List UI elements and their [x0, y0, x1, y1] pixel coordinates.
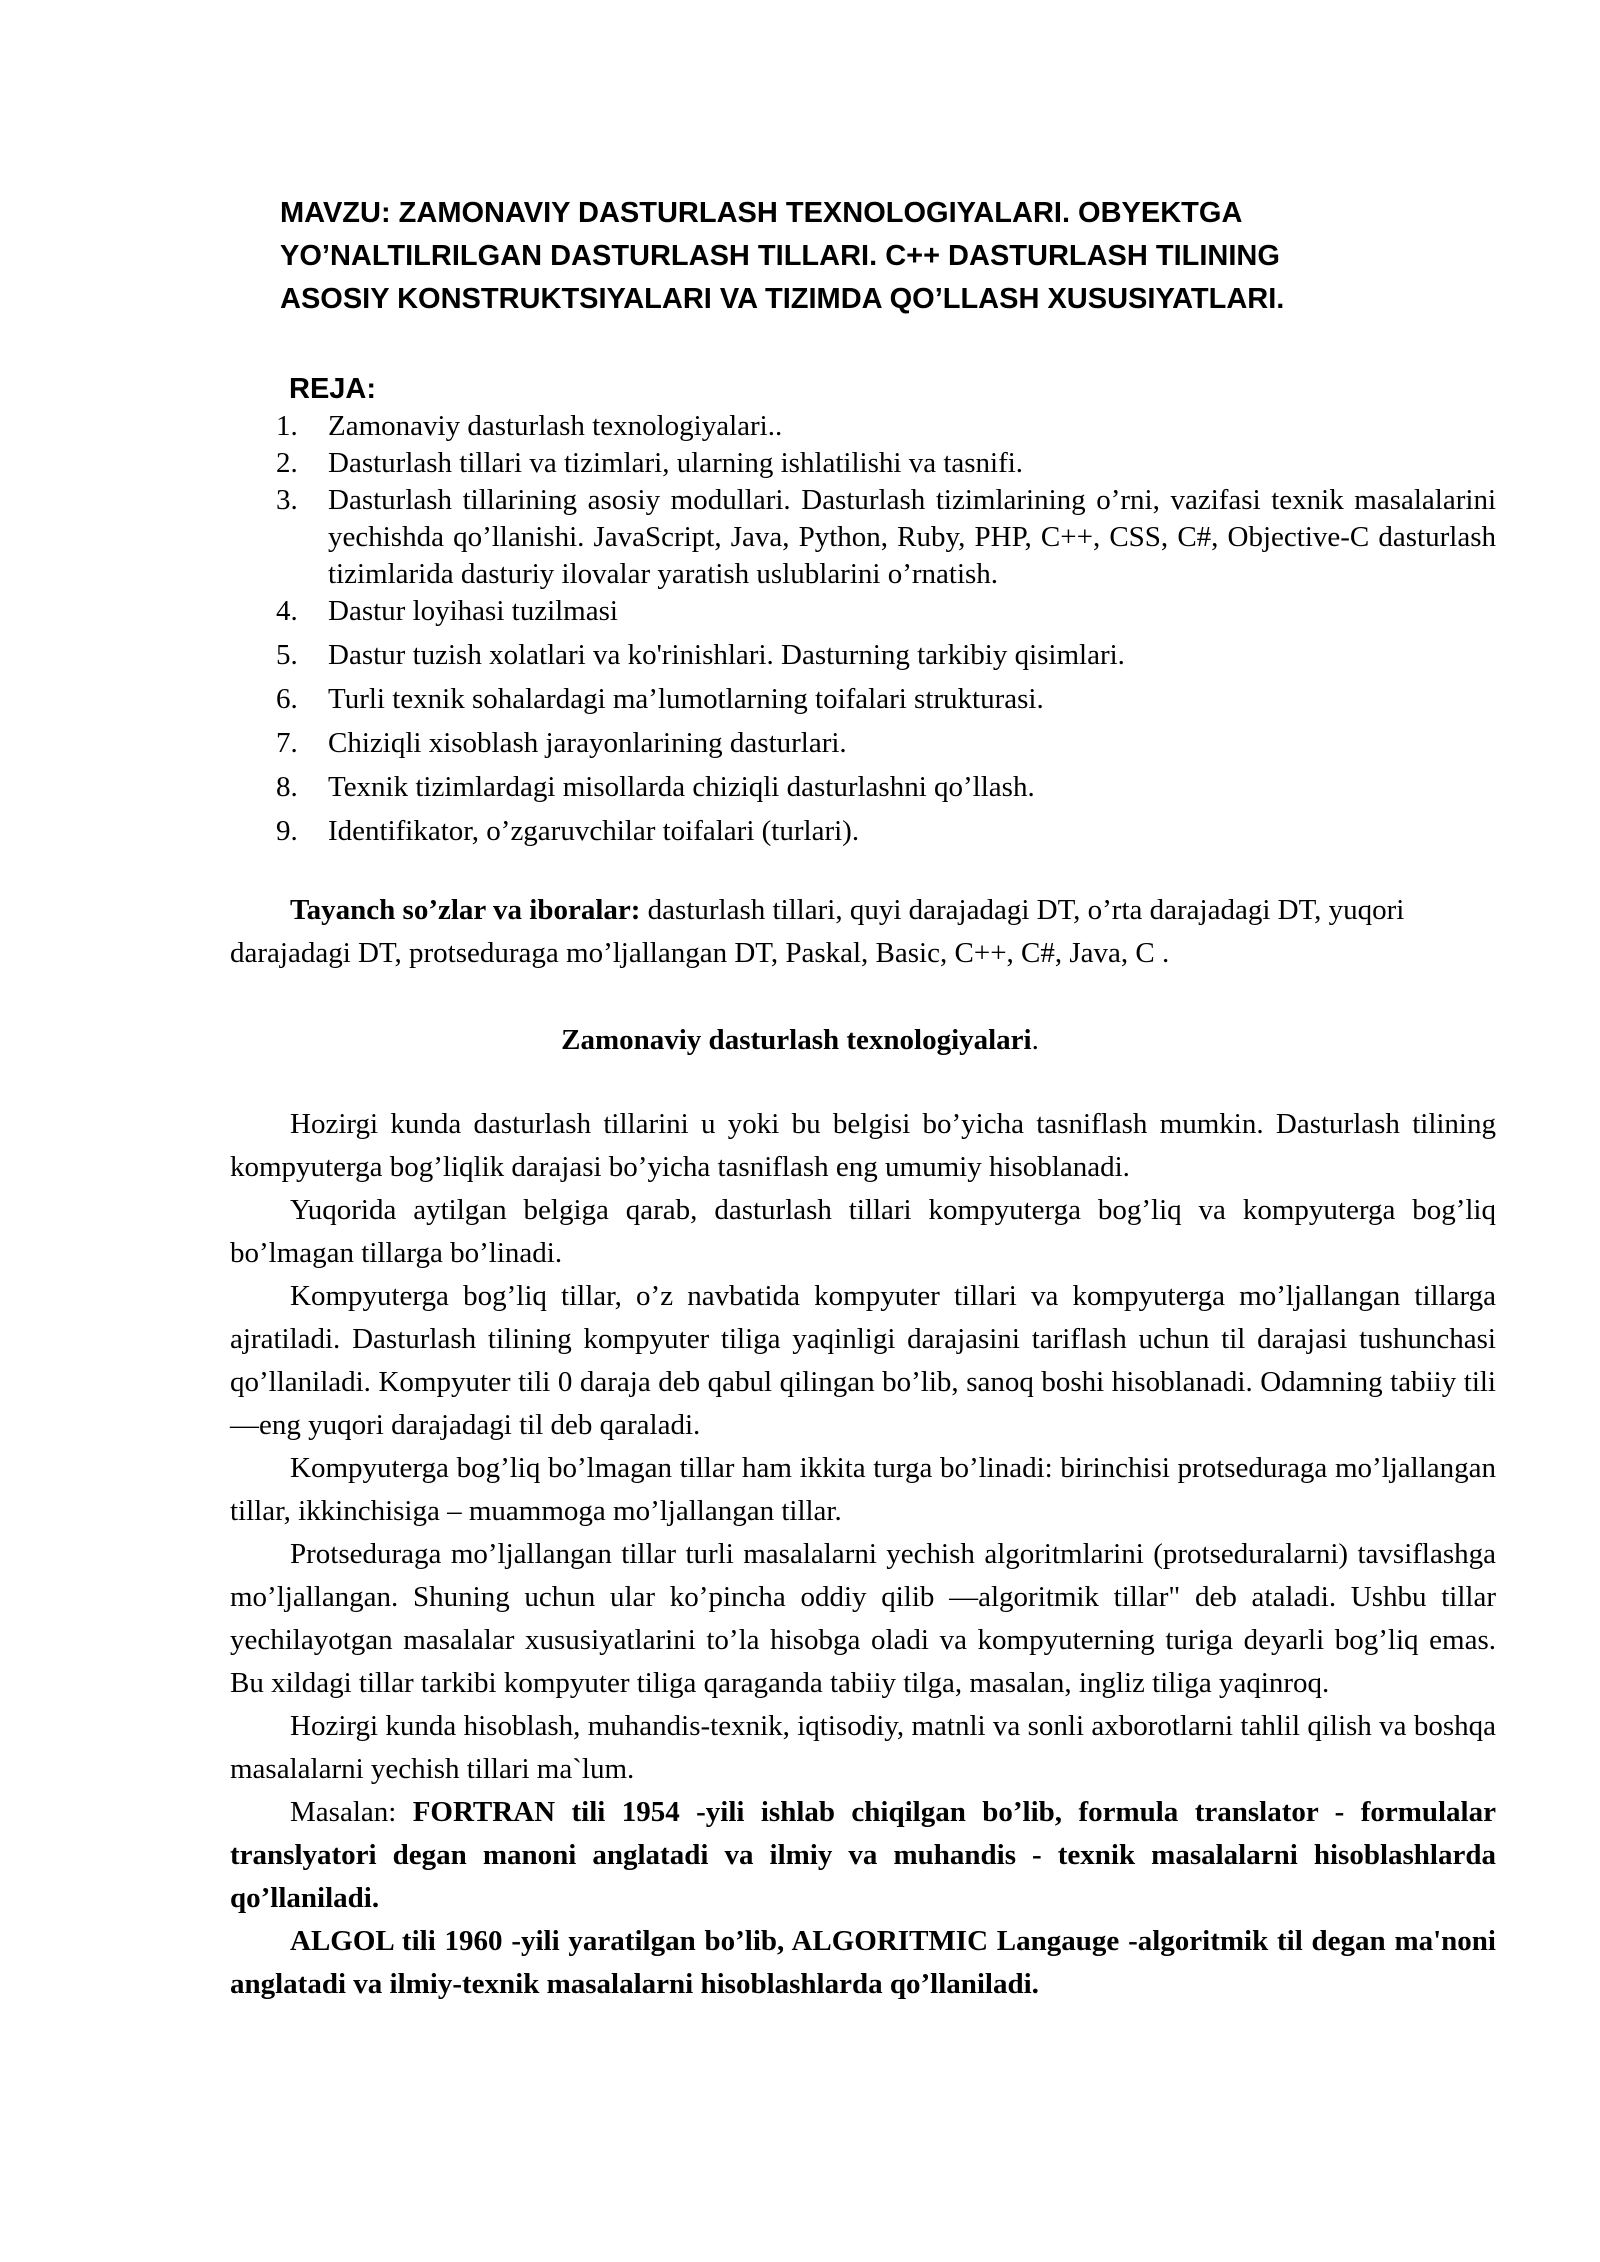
- body-text: [230, 1103, 1496, 2006]
- plan-item-text: Identifikator, o’zgaruvchilar toifalari (turlari).: [328, 815, 860, 847]
- plan-item-number: 5.: [276, 639, 298, 671]
- plan-item-number: 6.: [276, 683, 298, 715]
- body-paragraph: Protseduraga mo’ljallangan tillar turli masalalarni yechish algoritmlarini (protseduralarni) tavsiflashga mo’ljallangan. Shuning uchun ular ko’pincha oddiy qilib ―algoritmik tillar" deb ataladi. Ushbu tillar yechilayotgan masalalar xususiyatlarini to’la hisobga oladi va kompyuterning turiga deyarli bog’liq emas. Bu xildagi tillar tarkibi kompyuter tiliga qaraganda tabiiy tilga, masalan, ingliz tiliga yaqinroq.: [230, 1538, 1496, 1699]
- plan-item-text: Turli texnik sohalardagi ma’lumotlarning toifalari strukturasi.: [328, 683, 1044, 715]
- keywords-text: dasturlash tillari, quyi darajadagi DT, o’rta darajadagi DT, yuqori darajadagi DT, protseduraga mo’ljallangan DT, Paskal, Basic, C++, C#, Java, C .: [230, 894, 1405, 969]
- plan-item: [276, 813, 1496, 850]
- title-line: YO’NALTILRILGAN DASTURLASH TILLARI. C++ DASTURLASH TILINING: [280, 240, 1280, 272]
- plan-item: [276, 637, 1496, 674]
- algol-paragraph: ALGOL tili 1960 -yili yaratilgan bo’lib, ALGORITMIC Langauge -algoritmik til degan ma'noni anglatadi va ilmiy-texnik masalalarni hisoblashlarda qo’llaniladi.: [230, 1925, 1496, 2000]
- plan-item: [276, 593, 1496, 630]
- plan-item-text: Dastur loyihasi tuzilmasi: [328, 595, 618, 627]
- plan-item-text: Zamonaviy dasturlash texnologiyalari..: [328, 410, 783, 442]
- plan-heading: REJA:: [289, 373, 377, 405]
- plan-item: [276, 769, 1496, 806]
- section-heading: [0, 1020, 1600, 1060]
- plan-item-text: Chiziqli xisoblash jarayonlarining dasturlari.: [328, 727, 847, 759]
- plan-item-number: 9.: [276, 815, 298, 847]
- body-paragraph: Kompyuterga bog’liq tillar, o’z navbatida kompyuter tillari va kompyuterga mo’ljallangan tillarga ajratiladi. Dasturlash tilining kompyuter tiliga yaqinligi darajasini tariflash uchun til darajasi tushunchasi qo’llaniladi. Kompyuter tili 0 daraja deb qabul qilingan bo’lib, sanoq boshi hisoblanadi. Odamning tabiiy tili ―eng yuqori darajadagi til deb qaraladi.: [230, 1280, 1496, 1441]
- keywords-label: Tayanch so’zlar va iboralar:: [290, 894, 641, 926]
- plan-item-number: 7.: [276, 727, 298, 759]
- section-heading-period: .: [1031, 1024, 1039, 1056]
- plan-item-number: 4.: [276, 595, 298, 627]
- body-paragraph: Hozirgi kunda dasturlash tillarini u yoki bu belgisi bo’yicha tasniflash mumkin. Dasturlash tilining kompyuterga bog’liqlik darajasi bo’yicha tasniflash eng umumiy hisoblanadi.: [230, 1108, 1496, 1183]
- example-lead: Masalan:: [290, 1796, 413, 1828]
- section-heading-text: Zamonaviy dasturlash texnologiyalari: [561, 1024, 1032, 1056]
- title-line: MAVZU: ZAMONAVIY DASTURLASH TEXNOLOGIYALARI. OBYEKTGA: [280, 197, 1243, 229]
- plan-item-number: 8.: [276, 771, 298, 803]
- body-paragraph: Yuqorida aytilgan belgiga qarab, dasturlash tillari kompyuterga bog’liq va kompyuterga bog’liq bo’lmagan tillarga bo’linadi.: [230, 1194, 1496, 1269]
- plan-item-text: Dasturlash tillarining asosiy modullari. Dasturlash tizimlarining o’rni, vazifasi texnik masalalarini yechishda qo’llanishi. JavaScript, Java, Python, Ruby, PHP, C++, CSS, C#, Objective-C dasturlash tizimlarida dasturiy ilovalar yaratish uslublarini o’rnatish.: [328, 484, 1496, 590]
- plan-list: [276, 408, 1496, 850]
- plan-item-text: Dasturlash tillari va tizimlari, ularning ishlatilishi va tasnifi.: [328, 447, 1024, 479]
- body-paragraph: Hozirgi kunda hisoblash, muhandis-texnik, iqtisodiy, matnli va sonli axborotlarni tahlil qilish va boshqa masalalarni yechish tillari ma`lum.: [230, 1710, 1496, 1785]
- keywords-paragraph: [230, 889, 1496, 975]
- plan-item: [276, 445, 1496, 482]
- body-paragraph: Kompyuterga bog’liq bo’lmagan tillar ham ikkita turga bo’linadi: birinchisi protseduraga mo’ljallangan tillar, ikkinchisiga – muammoga mo’ljallangan tillar.: [230, 1452, 1496, 1527]
- plan-item: [276, 408, 1496, 445]
- plan-item-number: 3.: [276, 484, 298, 516]
- fortran-text: FORTRAN tili 1954 -yili ishlab chiqilgan bo’lib, formula translator - formulalar translyatori degan manoni anglatadi va ilmiy va muhandis - texnik masalalarni hisoblashlarda qo’llaniladi.: [230, 1796, 1496, 1914]
- document-title: [280, 192, 1430, 321]
- plan-item-number: 1.: [276, 410, 298, 442]
- plan-item: [276, 681, 1496, 718]
- body-paragraph: [230, 1791, 1496, 1920]
- plan-item-text: Texnik tizimlardagi misollarda chiziqli dasturlashni qo’llash.: [328, 771, 1035, 803]
- title-line: ASOSIY KONSTRUKTSIYALARI VA TIZIMDA QO’LLASH XUSUSIYATLARI.: [280, 283, 1285, 315]
- plan-item: [276, 725, 1496, 762]
- plan-item: [276, 482, 1496, 593]
- plan-item-number: 2.: [276, 447, 298, 479]
- plan-item-text: Dastur tuzish xolatlari va ko'rinishlari. Dasturning tarkibiy qisimlari.: [328, 639, 1125, 671]
